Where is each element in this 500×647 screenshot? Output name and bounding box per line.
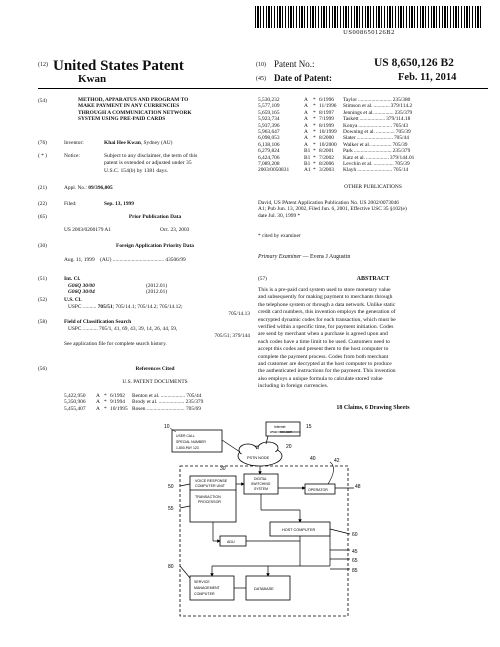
header-rule (38, 88, 488, 89)
ref-numeral: 10 (164, 424, 170, 430)
ref-star: * (104, 399, 107, 406)
ref-name: Levchin et al. (343, 161, 373, 168)
box-label: MANAGEMENT (194, 586, 220, 590)
reference-row (258, 167, 414, 173)
box-label: OPERATOR (308, 488, 328, 492)
ref-no: 5,577,109 (258, 103, 280, 110)
pstn-node (238, 442, 282, 466)
dot-leader: .................. (160, 393, 186, 399)
abstract-line: accept this codes and present them to the host computer to (258, 346, 389, 353)
ref-kind: B1 (304, 148, 311, 155)
box-label: PSTN NODE (247, 456, 270, 460)
box-label: USER CALL (176, 434, 195, 438)
dot-leader: ................... (359, 116, 386, 123)
box-label: COMPUTER UNIT (195, 484, 225, 488)
invention-title (78, 97, 192, 123)
examiner-name: — Evens J Augustin (301, 254, 351, 260)
ref-class: 705/44 (186, 393, 202, 399)
ref-numeral: 42 (334, 458, 340, 464)
voice-response-box (190, 476, 236, 522)
prior-pub-date: Oct. 23, 2003 (160, 227, 190, 233)
ref-no: 5,937,396 (258, 122, 280, 129)
ref-name: Taskett (343, 116, 359, 123)
box-label: SERVICE (194, 580, 210, 584)
ref-number: 5,455,407 (64, 405, 86, 412)
ref-name: Taylor (343, 97, 357, 103)
ref-date: 7/1999 (319, 116, 334, 123)
ref-kind: A (304, 116, 308, 123)
box-label: TRANSACTION (195, 495, 221, 499)
ref-name: Slater (343, 135, 356, 142)
title-line: THROUGH A COMMUNICATION NETWORK (78, 109, 192, 116)
ref-no: 5,659,165 (258, 109, 280, 116)
code-51: (51) (38, 276, 47, 282)
ref-cls: 705/39 (394, 161, 410, 168)
dot-leader: ............ (373, 103, 390, 110)
host-computer-box (270, 522, 330, 536)
title-line: SYSTEM USING PRE-PAID CARDS (78, 116, 166, 123)
operator-box (305, 484, 335, 494)
ref-star: * (313, 129, 316, 136)
ref-no: 6,138,106 (258, 141, 280, 148)
field-search-classes: ........... 705/1, 41, 69, 43, 39, 14, 26, 44, 59, (82, 326, 178, 332)
ref-numeral: 45 (352, 549, 358, 555)
uspc-label: USPC (68, 326, 82, 332)
box-label: SPECIAL NUMBER (176, 440, 206, 444)
left-references (64, 393, 203, 412)
uspc-label: USPC (68, 304, 82, 310)
ref-kind: A1 (304, 167, 311, 174)
ref-kind: A (304, 141, 308, 148)
abstract-line: also employs a unique formula to calculate stored value (258, 375, 383, 382)
ref-cls: 235/380 (392, 97, 411, 103)
dot-leader: ......................... (358, 97, 392, 103)
ref-kind: A (96, 405, 100, 412)
ref-name: Stimson et al. (343, 103, 373, 110)
abstract-line: are send by merchant when a purchase is agreed upon and (258, 331, 388, 338)
cited-by-examiner: * cited by examiner (258, 233, 301, 239)
abstract-line: complete the payment process. Codes from both merchant (258, 353, 389, 360)
ref-number: 5,350,906 (64, 399, 86, 406)
user-call-box (172, 430, 222, 452)
code-54: (54) (38, 98, 47, 104)
ref-kind: A (304, 109, 308, 116)
us-patent-documents-heading: U.S. PATENT DOCUMENTS (122, 379, 188, 385)
ref-numeral: 85 (352, 568, 358, 574)
ref-kind: A (96, 393, 100, 399)
box-label: SYSTEM (254, 487, 268, 491)
ref-date: 6/1992 (110, 393, 125, 399)
right-references (258, 97, 414, 174)
int-cl-heading: Int. Cl. (64, 276, 81, 282)
ref-cls: 235/379 (394, 109, 413, 116)
abstract-heading: ABSTRACT (356, 276, 390, 282)
dot-leader: ...................................... (112, 257, 165, 263)
ref-star: * (313, 167, 316, 174)
box-label: DATABASE (254, 587, 274, 591)
ref-date: 8/2000 (319, 135, 334, 142)
code-57: (57) (258, 276, 267, 282)
priority-data-heading: Foreign Application Priority Data (116, 243, 194, 249)
barcode (255, 6, 483, 28)
ref-star: * (313, 141, 316, 148)
abstract-text (258, 287, 488, 391)
inventor-label: Inventor: (64, 140, 84, 146)
service-management-box (190, 576, 234, 600)
ref-date: 10/1995 (110, 405, 128, 412)
ref-name: Jennings et al. (343, 109, 374, 116)
examiner-label: Primary Examiner (258, 254, 302, 260)
ref-star: * (313, 109, 316, 116)
inventor-surname: Kwan (78, 73, 107, 85)
ref-star: * (313, 154, 316, 161)
us-cl-heading: U.S. Cl. (64, 297, 82, 303)
code-30: (30) (38, 243, 47, 249)
ref-cls: 705/14 (393, 167, 409, 174)
ref-cls: 705/43 (393, 122, 409, 129)
dot-leader: ............... (371, 141, 392, 148)
us-cl-rest: ; 705/14.1; 705/14.2; 705/14.12; (112, 304, 183, 310)
dot-leader: ............... (373, 161, 394, 168)
inventor-name: Khai Hee Kwan (104, 140, 141, 146)
code-21: (21) (38, 185, 47, 191)
abstract-line: verified within a specific time, for payment initiation. Codes (258, 324, 394, 331)
ref-date: 8/1999 (319, 122, 334, 129)
ref-numeral: 15 (306, 424, 312, 430)
ref-numeral: 50 (168, 484, 174, 490)
code-22: (22) (38, 201, 47, 207)
dot-leader: ............................ (146, 405, 185, 412)
abstract-line: This is a pre-paid card system used to store monetary value (258, 287, 391, 293)
ref-cls: 705/44 (393, 135, 409, 142)
notice-label: Notice: (64, 153, 80, 159)
appl-no-value: 09/396,005 (88, 185, 113, 191)
ref-no: 2003/0050831 (258, 167, 290, 174)
ref-number: 5,422,950 (64, 393, 86, 399)
ref-cls: 235/379 (392, 148, 411, 155)
ref-date: 11/1996 (319, 103, 337, 110)
ref-date: 8/2006 (319, 161, 334, 168)
notice-text (104, 153, 197, 175)
ref-date: 10/1999 (319, 129, 337, 136)
ref-name: Rosen (132, 405, 146, 412)
ref-no: 6,098,053 (258, 135, 280, 142)
ref-date: 8/1997 (319, 109, 334, 116)
ref-star: * (104, 405, 107, 412)
ref-star: * (313, 161, 316, 168)
ref-star: * (313, 97, 316, 103)
inventor-location: , Sydney (AU) (140, 140, 173, 146)
ref-class: 235/379 (185, 399, 204, 406)
ref-numeral: 30 (220, 466, 226, 472)
ref-name: Brody et al. (132, 399, 158, 406)
search-history-note: See application file for complete search history. (64, 341, 167, 347)
ref-star: * (104, 393, 107, 399)
code-notice: ( * ) (38, 153, 47, 159)
ref-kind: A (304, 129, 308, 136)
ref-name: Walker et al. (343, 141, 371, 148)
code-45: (45) (256, 76, 266, 82)
ref-no: 6,279,824 (258, 148, 280, 155)
dot-leader: .............. (375, 129, 395, 136)
filed-label: Filed: (64, 201, 77, 207)
dot-leader: ................... (158, 399, 185, 406)
patent-country-title: United States Patent (53, 58, 184, 74)
ref-star: * (313, 122, 316, 129)
figure-drawing (150, 418, 430, 624)
ref-numeral: 40 (310, 456, 316, 462)
abstract-line: the telephone system or through a data network. Unlike static (258, 301, 396, 308)
ref-numeral: 55 (168, 506, 174, 512)
us-cl-line2: 705/14.13 (228, 311, 250, 317)
code-58: (58) (38, 319, 47, 325)
abstract-line: including in foreign currencies. (258, 383, 329, 390)
code-56: (56) (38, 366, 47, 372)
date-of-patent: Feb. 11, 2014 (398, 72, 457, 83)
ref-name: Benton et al. (132, 393, 160, 399)
prior-publication-heading: Prior Publication Data (128, 214, 182, 220)
adu-box (220, 536, 246, 546)
abstract-line: each codes have a time limit to be used. Customers need to (258, 338, 391, 345)
ref-numeral: 65 (352, 558, 358, 564)
code-65: (65) (38, 214, 47, 220)
claims-drawings: 18 Claims, 6 Drawing Sheets (336, 405, 410, 411)
ref-numeral: 60 (352, 532, 358, 538)
date-of-patent-label: Date of Patent: (274, 73, 332, 83)
ref-name: Klayh (343, 167, 357, 174)
dot-leader: .......... (82, 304, 97, 310)
field-search-heading: Field of Classification Search (64, 319, 132, 325)
ref-kind: A (304, 103, 308, 110)
ref-kind: B1 (304, 161, 311, 168)
box-label: 1-800-PAY 123 (176, 446, 199, 450)
publication-line: A1; Pub Jun. 13, 2002, Filed Jun. 6, 2001, Effective USC 35 §102(e) (258, 206, 407, 213)
priority-number: 43506/99 (165, 257, 186, 263)
priority-entry (64, 257, 186, 263)
box-label: COMPUTER (194, 592, 215, 596)
ref-no: 7,089,208 (258, 161, 280, 168)
abstract-line: and customer are decrypted at the host computer to produce (258, 361, 392, 368)
ref-date: 8/2001 (319, 148, 334, 155)
ref-cls: 379/114.2 (390, 103, 413, 110)
ref-kind: A (304, 135, 308, 142)
ref-date: 6/1996 (319, 97, 334, 103)
box-label: VOICE RESPONSE (195, 479, 228, 483)
ref-kind: B1 (304, 154, 311, 161)
reference-row (64, 406, 203, 412)
dot-leader: ............................ (353, 148, 392, 155)
ref-name: Park (343, 148, 353, 155)
field-search-line2: 705/51; 379/144 (214, 333, 250, 339)
title-line: METHOD, APPARATUS AND PROGRAM TO (78, 97, 189, 103)
int-cl-class: G06Q 30/00 (68, 283, 95, 289)
ref-kind: A (304, 97, 308, 103)
dot-leader: ................. (366, 154, 389, 161)
primary-examiner (258, 254, 350, 260)
ref-cls: 705/39 (392, 141, 408, 148)
ref-name: Katz et al. (343, 154, 365, 161)
filed-value: Sep. 13, 1999 (104, 201, 134, 207)
ref-numeral: 48 (355, 484, 361, 490)
ref-numeral: 80 (168, 564, 174, 570)
dot-leader: .......................... (357, 167, 393, 174)
box-label: DIGITAL (254, 477, 267, 481)
inventor-field (104, 140, 172, 146)
ref-name: Downing et al. (343, 129, 375, 136)
other-publications-heading: OTHER PUBLICATIONS (344, 184, 402, 190)
int-cl-list (68, 283, 167, 296)
int-cl-version: (2012.01) (146, 283, 168, 289)
other-publications (258, 200, 407, 219)
ref-cls: 705/39 (395, 129, 411, 136)
box-label: HOST COMPUTER (282, 528, 316, 532)
references-cited-heading: References Cited (135, 366, 175, 372)
ref-date: 10/2000 (319, 141, 337, 148)
ref-cls: 379/114.18 (386, 116, 411, 123)
ref-kind: A (304, 122, 308, 129)
ref-kind: A (96, 399, 100, 406)
abstract-line: credit card numbers, this invention employs the generation of (258, 309, 396, 316)
patent-no-label: Patent No.: (274, 59, 315, 69)
ref-date: 3/2003 (319, 167, 334, 174)
ref-numeral: 20 (286, 444, 292, 450)
box-label: www.xxxx.com (270, 430, 293, 434)
notice-line: U.S.C. 154(b) by 1381 days. (104, 167, 169, 174)
ref-cls: 379/144.01 (389, 154, 415, 161)
priority-date: Aug. 11, 1999 (64, 257, 95, 263)
internet-box (266, 422, 300, 436)
int-cl-class: G06Q 30/04 (68, 289, 95, 296)
patent-number: US 8,650,126 B2 (374, 57, 454, 69)
box-label: PROCESSOR (198, 500, 221, 504)
switching-system-box (244, 474, 278, 494)
ref-no: 6,424,706 (258, 154, 280, 161)
publication-line: David, US PAtent Application Publication No. US 2002/0073046 (258, 200, 400, 206)
code-10: (10) (256, 62, 266, 68)
prior-pub-number: US 2003/0200179 A1 (64, 227, 112, 233)
abstract-line: encrypted dynamic codes for each transaction, which must be (258, 316, 396, 323)
box-label: SWITCHING (251, 482, 271, 486)
notice-line: Subject to any disclaimer, the term of this (104, 153, 198, 159)
dot-leader: ........................... (356, 135, 393, 142)
ref-star: * (313, 148, 316, 155)
us-cl-line (68, 304, 182, 310)
code-12: (12) (38, 62, 48, 68)
barcode-number: US008650126B2 (343, 29, 395, 36)
ref-star: * (313, 116, 316, 123)
ref-no: 5,963,647 (258, 129, 280, 136)
ref-class: 705/69 (185, 405, 201, 412)
database-box (246, 576, 290, 600)
box-label: Internet (274, 425, 286, 429)
box-label: ADU (227, 540, 235, 544)
abstract-line: the authenticated instructions for the payment. This invention (258, 368, 396, 375)
int-cl-version: (2012.01) (146, 289, 168, 296)
ref-date: 7/2002 (319, 154, 334, 161)
abstract-line: and subsequently for making payment to merchants through (258, 294, 393, 301)
field-search-line (68, 326, 177, 332)
ref-star: * (313, 135, 316, 142)
us-cl-main: 705/51 (97, 304, 113, 310)
ref-no: 5,530,232 (258, 97, 280, 103)
title-line: MAKE PAYMENT IN ANY CURRENCIES (78, 103, 180, 110)
publication-line: date Jul. 30, 1999 * (258, 212, 301, 219)
code-76: (76) (38, 140, 47, 146)
dot-leader: .............. (374, 109, 394, 116)
appl-no-field (64, 185, 113, 191)
notice-line: patent is extended or adjusted under 35 (104, 160, 192, 167)
priority-country: (AU) (100, 257, 112, 263)
ref-date: 9/1994 (110, 399, 125, 406)
ref-name: Konya (343, 122, 358, 129)
ref-star: * (313, 103, 316, 110)
appl-no-label: Appl. No.: (64, 185, 87, 191)
dot-leader: ......................... (358, 122, 393, 129)
ref-no: 5,923,734 (258, 116, 280, 123)
code-52: (52) (38, 297, 47, 303)
